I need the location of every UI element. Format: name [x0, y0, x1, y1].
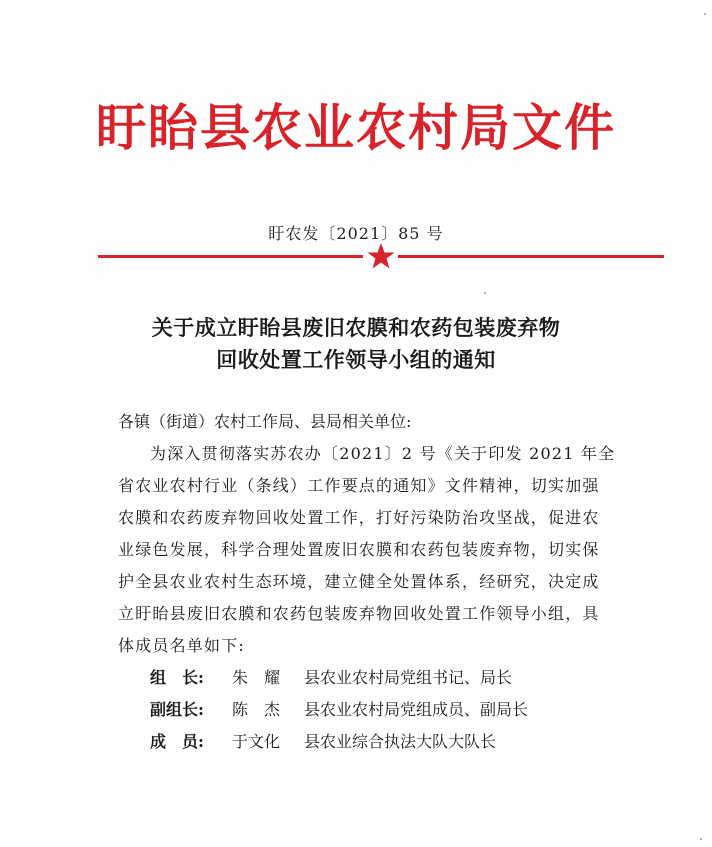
member-role: 成 员: — [150, 732, 204, 751]
header-rule-left — [98, 255, 363, 258]
member-row-deputy — [150, 697, 528, 720]
red-star-icon — [366, 241, 396, 271]
member-name: 于文化 — [232, 732, 281, 751]
member-role: 组 长: — [150, 668, 204, 687]
member-role: 副组长: — [150, 700, 204, 719]
body-line: 护全县农业农村生态环境，建立健全处置体系，经研究，决定成 — [118, 572, 600, 591]
document-number: 盱农发〔2021〕85 号 — [268, 224, 444, 243]
scan-speck — [484, 292, 486, 294]
member-title: 县农业农村局党组书记、局长 — [304, 668, 513, 687]
scan-speck — [704, 13, 706, 15]
member-row-member — [150, 729, 496, 752]
document-header-title: 盱眙县农业农村局文件 — [96, 98, 616, 157]
member-name: 陈 杰 — [232, 700, 281, 719]
body-line: 立盱眙县废旧农膜和农药包装废弃物回收处置工作领导小组，具 — [118, 604, 600, 623]
member-name: 朱 耀 — [232, 668, 281, 687]
body-line: 为深入贯彻落实苏农办〔2021〕2 号《关于印发 2021 年全 — [150, 444, 616, 463]
body-line: 体成员名单如下: — [118, 636, 245, 655]
body-line: 农膜和农药废弃物回收处置工作，打好污染防治攻坚战，促进农 — [118, 508, 600, 527]
subject-line-2: 回收处置工作领导小组的通知 — [216, 347, 496, 372]
member-title: 县农业农村局党组成员、副局长 — [304, 700, 529, 719]
scan-speck — [700, 838, 702, 840]
member-title: 县农业综合执法大队大队长 — [304, 732, 497, 751]
header-rule-right — [398, 255, 664, 258]
subject-line-1: 关于成立盱眙县废旧农膜和农药包装废弃物 — [151, 315, 561, 340]
member-row-leader — [150, 665, 512, 688]
body-line: 业绿色发展，科学合理处置废旧农膜和农药包装废弃物，切实保 — [118, 540, 600, 559]
body-line: 省农业农村行业（条线）工作要点的通知》文件精神，切实加强 — [118, 476, 600, 495]
addressee: 各镇（街道）农村工作局、县局相关单位: — [118, 412, 412, 431]
